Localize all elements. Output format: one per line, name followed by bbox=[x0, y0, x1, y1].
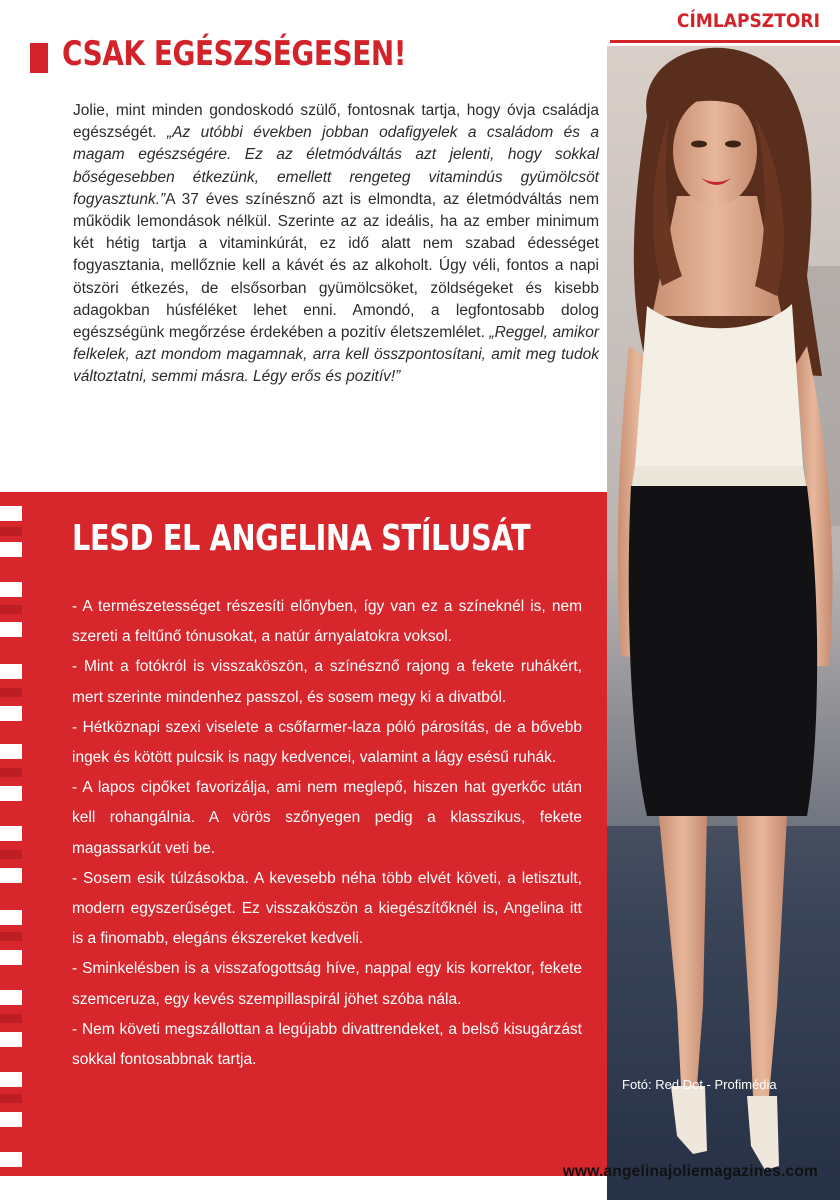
style-box-title: LESD EL ANGELINA STÍLUSÁT bbox=[72, 518, 531, 559]
style-tip-5: - Sosem esik túlzásokba. A kevesebb néha több elvét követi, a letisztult, modern egyszerűséget. Ez visszaköszön a kiegészítőknél is, Angelina itt is a finomabb, elegáns ékszereket kedveli. bbox=[72, 869, 582, 948]
site-watermark: www.angelinajoliemagazines.com bbox=[562, 1163, 818, 1180]
style-tip-7: - Nem követi megszállottan a legújabb divattrendeket, a belső kisugárzást sokkal fontosabbnak tartja. bbox=[72, 1020, 582, 1069]
style-tip-6: - Sminkelésben is a visszafogottság híve, nappal egy kis korrektor, fekete szemceruza, egy kevés szempillaspirál jöhet szóba nála. bbox=[72, 960, 582, 1008]
style-tip-4: - A lapos cipőket favorizálja, ami nem meglepő, hiszen hat gyerkőc után kell rohangálnia. A vörös szőnyegen pedig a klasszikus, fekete magassarkút veti be. bbox=[72, 779, 582, 857]
article-middle: A 37 éves színésznő azt is elmondta, az életmódváltás nem működik lemondások nélkül. Szerinte az az ideális, ha az ember minimum két hétig tartja a vitaminkúrát, ez idő alatt nem szabad édességet fogyasztania, mellőznie kell a kávét és az alkoholt. Úgy véli, fontos a napi ötszöri étkezés, de elsősorban gyümölcsöket, zöldségeket és kisebb adagokban húsféléket lehet enni. Amondó, a legfontosabb dolog egészségünk megőrzése érdekében a pozitív életszemlélet. bbox=[73, 190, 599, 342]
cover-photo bbox=[607, 46, 840, 1200]
article-body bbox=[73, 100, 599, 389]
photo-credit: Fotó: Red Dot - Profimédia bbox=[622, 1077, 777, 1092]
article-quote-1: „Az utóbbi években jobban odafigyelek a családom és a magam egészségére. Ez az életmódváltás azt jelenti, hogy sokkal bőségesebben étkezünk, emellett rengeteg vitamindús gyümölcsöt fogyasztunk.” bbox=[73, 124, 599, 208]
article-quote-2: „Reggel, amikor felkelek, azt mondom magamnak, arra kell összpontosítani, amit meg tudok változtatni, semmi másra. Légy erős és pozitív!” bbox=[73, 324, 599, 386]
style-tip-1: - A természetességet részesíti előnyben, így van ez a színeknél is, nem szereti a feltűnő tónusokat, a natúr árnyalatokra voksol. bbox=[72, 598, 582, 646]
section-tag-rule bbox=[610, 40, 840, 43]
article-intro: Jolie, mint minden gondoskodó szülő, fontosnak tartja, hogy óvja családja egészségét. bbox=[73, 102, 599, 142]
decorative-stripes bbox=[0, 492, 26, 1176]
article-title: CSAK EGÉSZSÉGESEN! bbox=[62, 34, 407, 74]
style-box bbox=[0, 492, 607, 1176]
section-tag: CÍMLAPSZTORI bbox=[676, 10, 820, 32]
style-tip-3: - Hétköznapi szexi viselete a csőfarmer-laza póló párosítás, de a bővebb ingek és kötött pulcsik is nagy kedvencei, valamint a lágy esésű ruhák. bbox=[72, 718, 582, 767]
style-tip-2: - Mint a fotókról is visszaköszön, a színésznő rajong a fekete ruhákért, mert szerinte mindenhez passzol, és sosem megy ki a divatból. bbox=[72, 658, 582, 706]
style-tips-list bbox=[72, 592, 582, 1075]
section-marker bbox=[30, 43, 48, 73]
